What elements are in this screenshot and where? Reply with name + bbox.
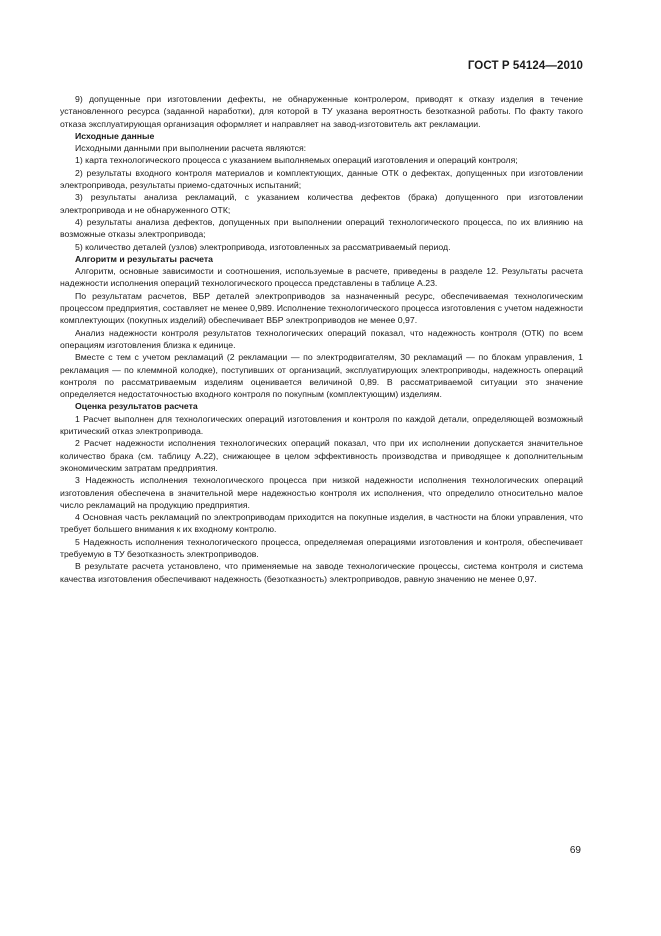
body-paragraph: 9) допущенные при изготовлении дефекты, не обнаруженные контролером, приводят к отказу изделия в течение установленного ресурса (заданной наработки), для которой в ТУ указана вероятность безотказной работы. По факту такого отказа эксплуатирующая организация оформляет и направляет на завод-изготовитель акт рекламации. (60, 94, 583, 129)
list-item: 2) результаты входного контроля материалов и комплектующих, данные ОТК о дефектах, допущенных при изготовлении электропривода, результаты приемо-сдаточных испытаний; (60, 167, 583, 191)
list-item: 2 Расчет надежности исполнения технологических операций показал, что при их исполнении допускается значительное количество брака (см. таблицу А.22), снижающее в целом эффективность производства и приводящее к дополнительным экономическим затратам предприятия. (60, 438, 583, 473)
list-item: 3) результаты анализа рекламаций, с указанием количества дефектов (брака) допущенного при изготовлении электропривода и не обнаруженного ОТК; (60, 192, 583, 215)
body-paragraph: В результате расчета установлено, что применяемые на заводе технологические процессы, система контроля и система качества изготовления обеспечивают надежность (безотказность) электроприводов, равную значению не менее 0,97. (60, 561, 583, 584)
section-heading-algorithm: Алгоритм и результаты расчета (75, 253, 213, 264)
section-heading-input-data: Исходные данные (75, 130, 155, 141)
list-item: 3 Надежность исполнения технологического процесса при низкой надежности исполнения технологических операций изготовления обеспечена в значительной мере надежностью контроля их исполнения, что определило относительно малое число рекламаций на продукцию предприятия. (60, 475, 583, 510)
list-item: 1) карта технологического процесса с указанием выполняемых операций изготовления и операций контроля; (75, 155, 518, 166)
list-item: 4 Основная часть рекламаций по электроприводам приходится на покупные изделия, в частности на блоки управления, что требует большего внимания к их входному контролю. (60, 512, 583, 535)
list-item: 5) количество деталей (узлов) электропривода, изготовленных за рассматриваемый период. (75, 241, 451, 252)
body-paragraph: Вместе с тем с учетом рекламаций (2 рекламации — по электродвигателям, 30 рекламаций — по блокам управления, 1 рекламация — по клеммной колодке), поступивших от организаций, эксплуатирующих электроприводы, надежность операций контроля по рассматриваемым изделиям оценивается величиной 0,89. В рассматриваемой ситуации это значение определяется недостаточностью входного контроля по покупным (комплектующим) изделиям. (60, 352, 583, 400)
document-standard-header: ГОСТ Р 54124—2010 (467, 60, 583, 72)
list-item: 4) результаты анализа дефектов, допущенных при выполнении операций технологического процесса, по их влиянию на возможные отказы электропривода; (60, 216, 583, 240)
list-item: 1 Расчет выполнен для технологических операций изготовления и контроля по каждой детали, определяющей возможный критический отказ электропривода. (60, 413, 583, 437)
list-item: 5 Надежность исполнения технологического процесса, определяемая операциями изготовления и контроля, обеспечивает требуемую в ТУ безотказность электроприводов. (60, 536, 583, 559)
body-paragraph: Анализ надежности контроля результатов технологических операций показал, что надежность контроля (ОТК) по всем операциям изготовления близка к единице. (60, 327, 583, 350)
section-heading-evaluation: Оценка результатов расчета (75, 401, 198, 412)
body-paragraph: Алгоритм, основные зависимости и соотношения, используемые в расчете, приведены в разделе 12. Результаты расчета надежности исполнения операций технологического процесса представлены в таблице А.23. (60, 266, 583, 289)
body-paragraph: По результатам расчетов, ВБР деталей электроприводов за назначенный ресурс, обеспечиваемая технологическим процессом предприятия, составляет не менее 0,989. Исполнение технологического процесса изготовления с учетом надежности комплектующих (покупных изделий) обеспечивает ВБР электроприводов не менее 0,97. (60, 290, 583, 326)
page-number: 69 (569, 845, 581, 856)
document-body (60, 93, 583, 585)
body-paragraph: Исходными данными при выполнении расчета являются: (75, 143, 307, 154)
